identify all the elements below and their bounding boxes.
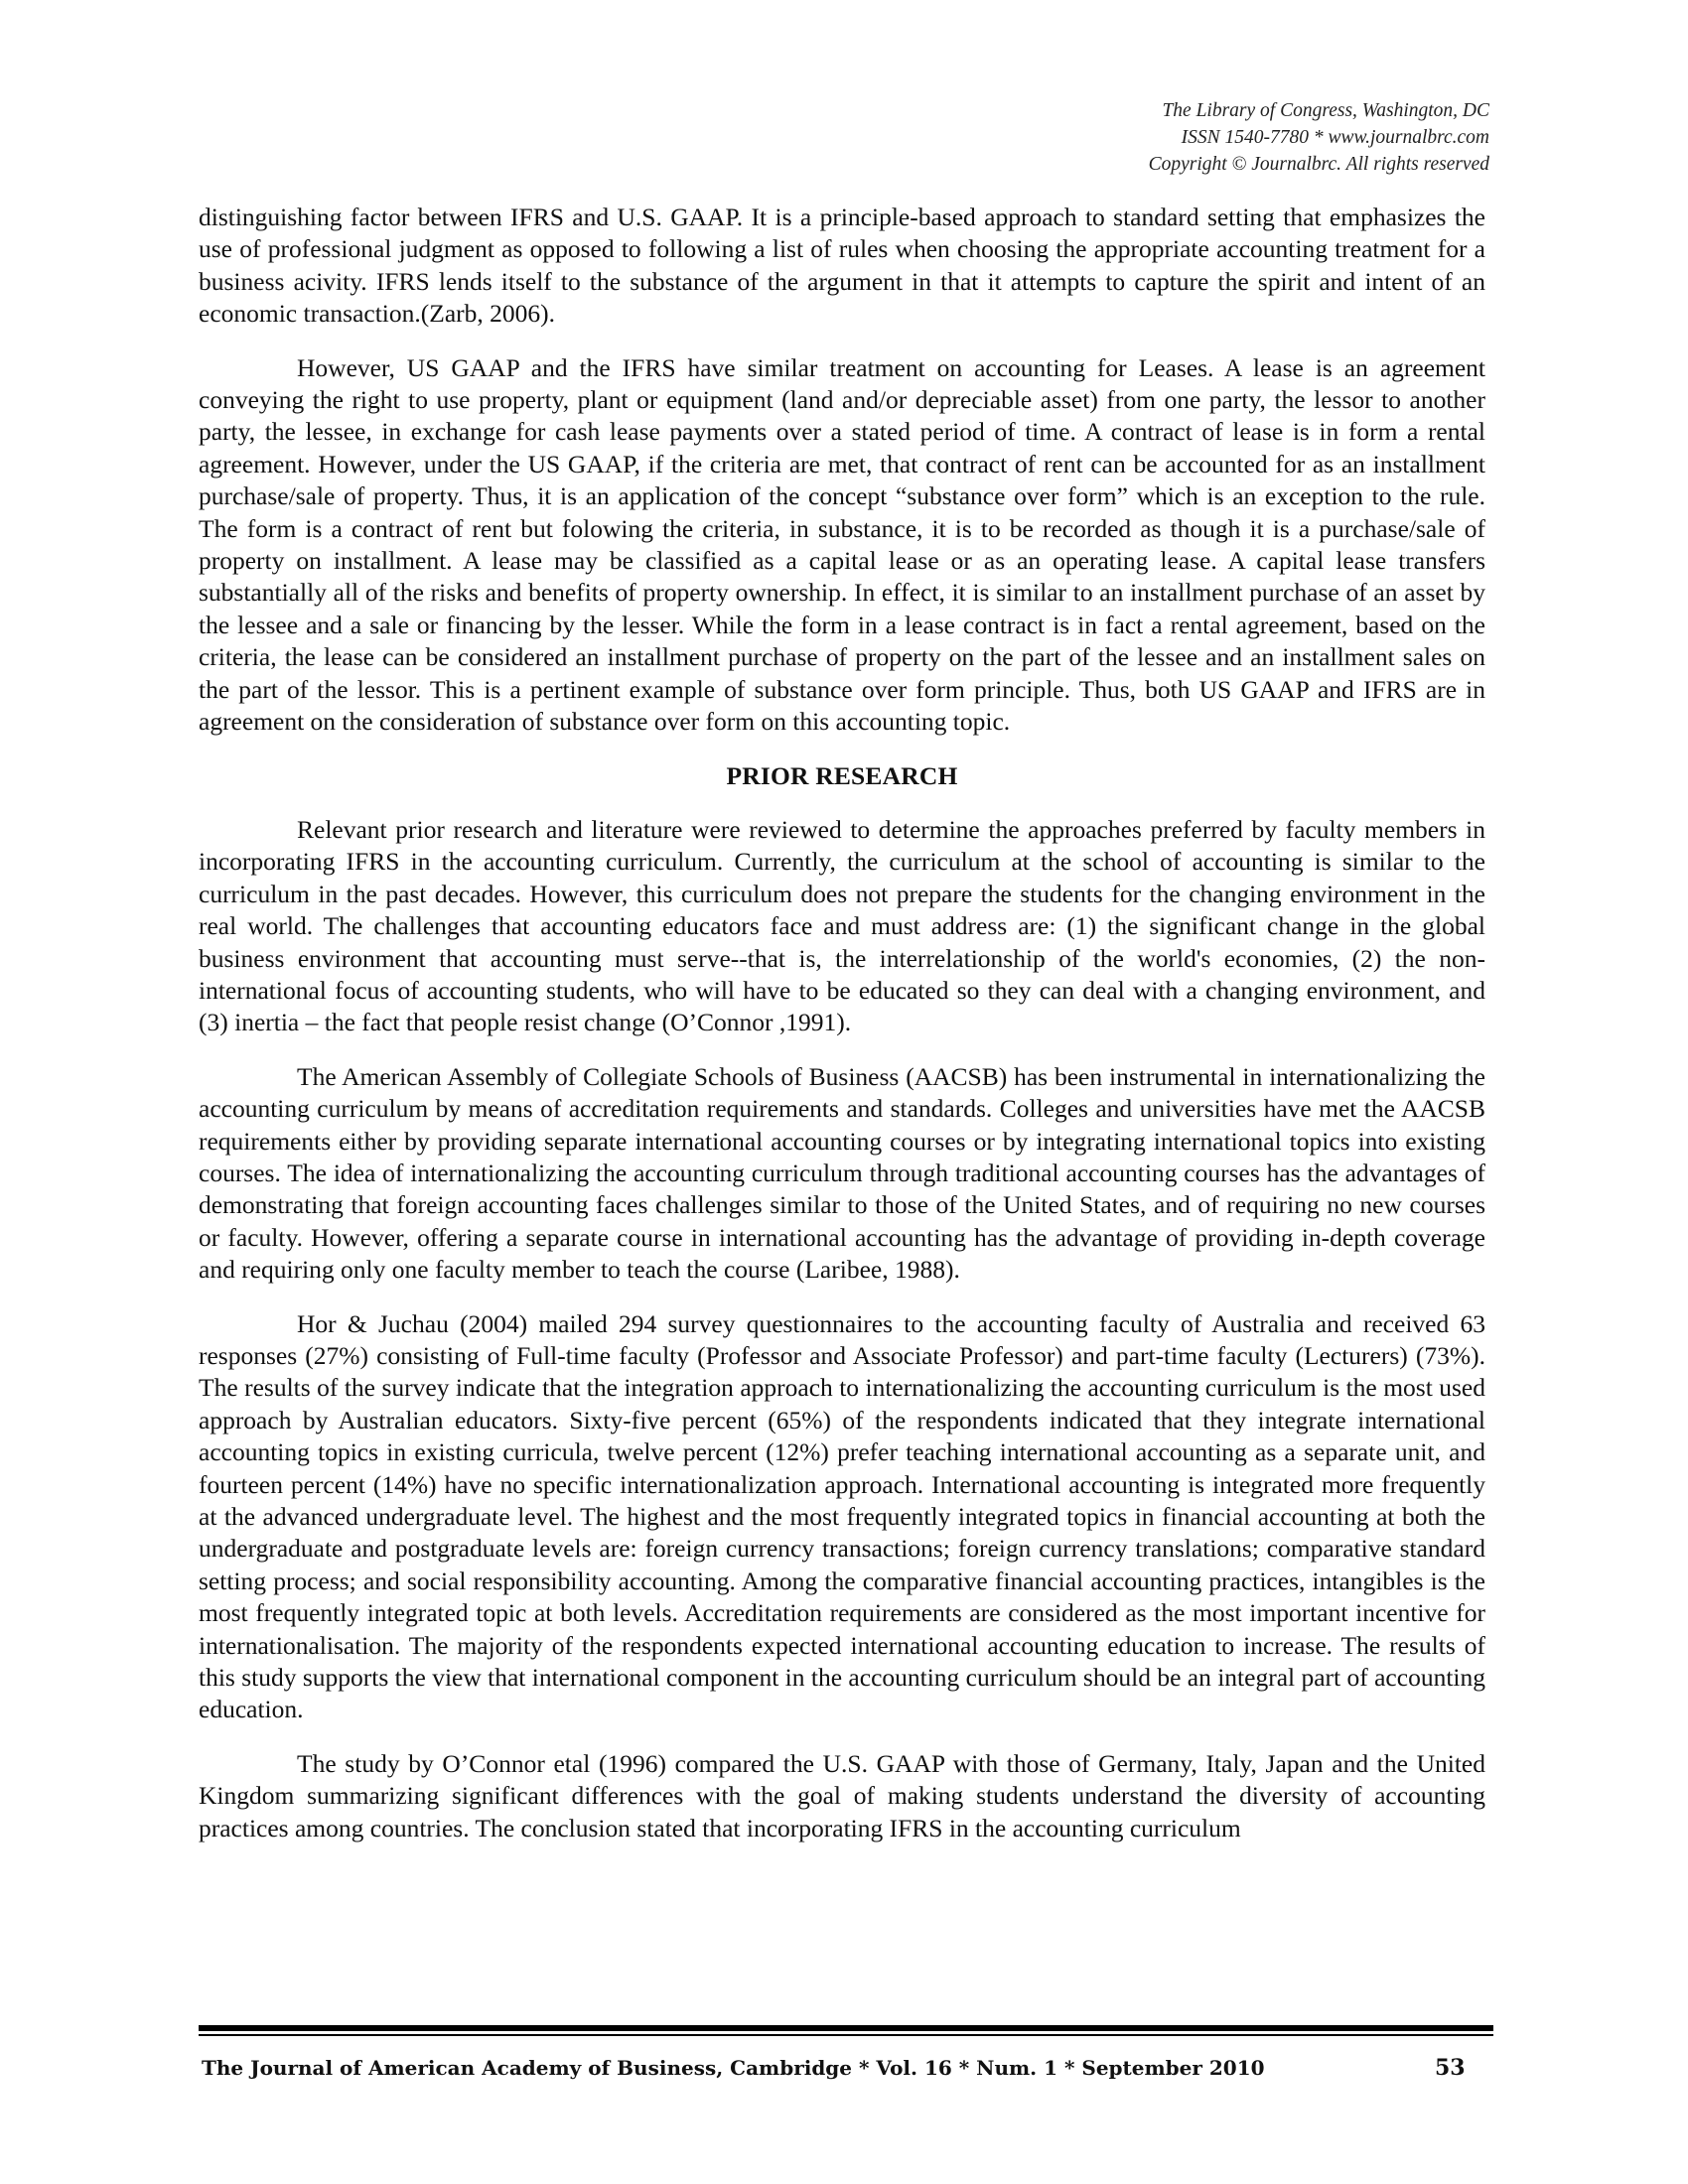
paragraph-aacsb: The American Assembly of Collegiate Schools of Business (AACSB) has been instrumental in internationalizing the accounting curriculum by means of accreditation requirements and standards. Colleges and universities have met the AACSB requirements either by providing separate international accounting courses or by integrating international topics into existing courses. The idea of internationalizing the accounting curriculum through traditional accounting courses has the advantages of demonstrating that foreign accounting faces challenges similar to those of the United States, and of requiring no new courses or faculty. However, offering a separate course in international accounting has the advantage of providing in-depth coverage and requiring only one faculty member to teach the course (Laribee, 1988). <box>199 1061 1485 1285</box>
footer-rule-thin <box>199 2034 1493 2036</box>
footer-rule-thick <box>199 2025 1493 2031</box>
header-library-line: The Library of Congress, Washington, DC <box>1162 100 1489 121</box>
running-header <box>794 97 1489 178</box>
paragraph-oconnor: The study by O’Connor etal (1996) compared the U.S. GAAP with those of Germany, Italy, Japan and the United Kingdom summarizing significant differences with the goal of making students understand the diversity of accounting practices among countries. The conclusion stated that incorporating IFRS in the accounting curriculum <box>199 1748 1485 1843</box>
page-number: 53 <box>1435 2055 1466 2081</box>
article-body <box>199 202 1485 1866</box>
paragraph-leases: However, US GAAP and the IFRS have similar treatment on accounting for Leases. A lease is an agreement conveying the right to use property, plant or equipment (land and/or depreciable asset) from one party, the lessor to another party, the lessee, in exchange for cash lease payments over a stated period of time. A contract of lease is in form a rental agreement. However, under the US GAAP, if the criteria are met, that contract of rent can be accounted for as an installment purchase/sale of property. Thus, it is an application of the concept “substance over form” which is an exception to the rule. The form is a contract of rent but folowing the criteria, in substance, it is to be recorded as though it is a purchase/sale of property on installment. A lease may be classified as a capital lease or as an operating lease. A capital lease transfers substantially all of the risks and benefits of property ownership. In effect, it is similar to an installment purchase of an asset by the lessee and a sale or financing by the lesser. While the form in a lease contract is in fact a rental agreement, based on the criteria, the lease can be considered an installment purchase of property on the part of the lessee and an installment sales on the part of the lessor. This is a pertinent example of substance over form principle. Thus, both US GAAP and IFRS are in agreement on the consideration of substance over form on this accounting topic. <box>199 352 1485 737</box>
paragraph-hor-juchau: Hor & Juchau (2004) mailed 294 survey questionnaires to the accounting faculty of Australia and received 63 responses (27%) consisting of Full-time faculty (Professor and Associate Professor) and part-time faculty (Lecturers) (73%). The results of the survey indicate that the integration approach to internationalizing the accounting curriculum is the most used approach by Australian educators. Sixty-five percent (65%) of the respondents indicated that they integrate international accounting topics in existing curricula, twelve percent (12%) prefer teaching international accounting as a separate unit, and fourteen percent (14%) have no specific internationalization approach. International accounting is integrated more frequently at the advanced undergraduate level. The highest and the most frequently integrated topics in financial accounting at both the undergraduate and postgraduate levels are: foreign currency transactions; foreign currency translations; comparative standard setting process; and social responsibility accounting. Among the comparative financial accounting practices, intangibles is the most frequently integrated topic at both levels. Accreditation requirements are considered as the most important incentive for internationalisation. The majority of the respondents expected international accounting education to increase. The results of this study supports the view that international component in the accounting curriculum should be an integral part of accounting education. <box>199 1308 1485 1724</box>
header-issn-line: ISSN 1540-7780 * www.journalbrc.com <box>1181 127 1489 148</box>
header-copyright-line: Copyright © Journalbrc. All rights reserved <box>1148 154 1489 175</box>
footer-journal-citation: The Journal of American Academy of Business, Cambridge * Vol. 16 * Num. 1 * September 2010 <box>202 2056 1265 2080</box>
section-heading-prior-research: PRIOR RESEARCH <box>726 760 958 790</box>
paragraph-continuation: distinguishing factor between IFRS and U.S. GAAP. It is a principle-based approach to standard setting that emphasizes the use of professional judgment as opposed to following a list of rules when choosing the appropriate accounting treatment for a business acivity. IFRS lends itself to the substance of the argument in that it attempts to capture the spirit and intent of an economic transaction.(Zarb, 2006). <box>199 203 1485 329</box>
paragraph-prior-research: Relevant prior research and literature were reviewed to determine the approaches preferred by faculty members in incorporating IFRS in the accounting curriculum. Currently, the curriculum at the school of accounting is similar to the curriculum in the past decades. However, this curriculum does not prepare the students for the changing environment in the real world. The challenges that accounting educators face and must address are: (1) the significant change in the global business environment that accounting must serve--that is, the interrelationship of the world's economies, (2) the non-international focus of accounting students, who will have to be educated so they can deal with a changing environment, and (3) inertia – the fact that people resist change (O’Connor ,1991). <box>199 814 1485 1037</box>
